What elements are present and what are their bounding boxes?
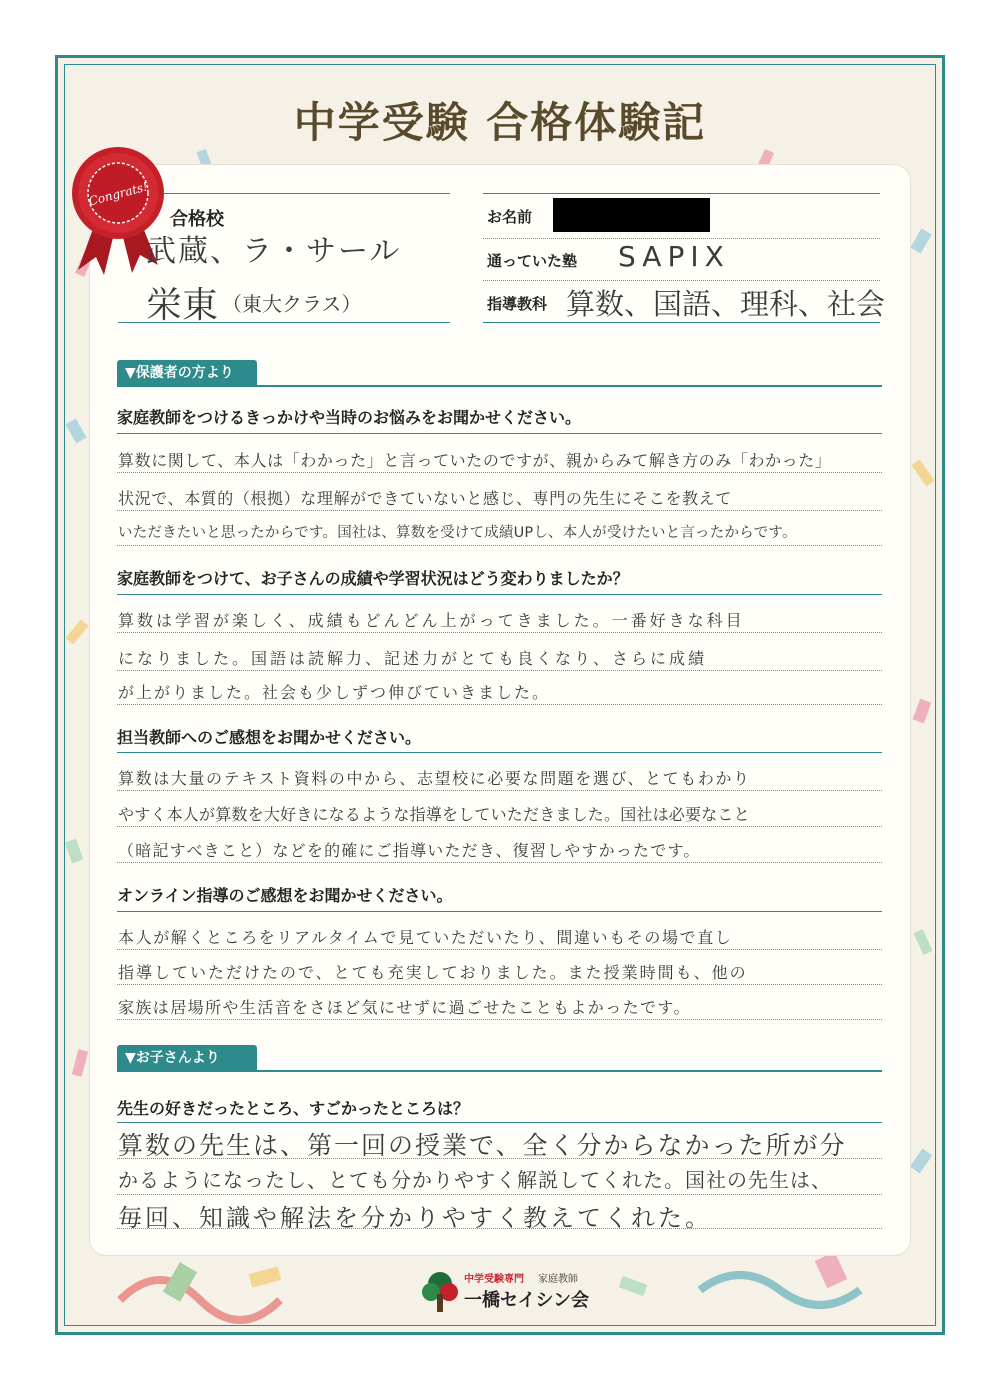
child-a1-rule-2: [117, 1194, 882, 1195]
tree-logo-icon: [420, 1270, 460, 1314]
parent-answer-1-line-1: 算数に関して、本人は「わかった」と言っていたのですが、親からみて解き方のみ「わかった」: [118, 451, 832, 470]
a2-rule-1: [117, 632, 882, 633]
parent-answer-2-line-3: が上がりました。社会も少しずつ伸びていきました。: [118, 683, 551, 702]
parent-answer-1-line-2: 状況で、本質的（根拠）な理解ができていないと感じ、専門の先生にそこを教えて: [118, 489, 732, 508]
footer-brand: 一橋セイシン会: [464, 1290, 590, 1311]
parent-question-2: 家庭教師をつけて、お子さんの成績や学習状況はどう変わりましたか？: [117, 569, 629, 588]
cram-rule: [483, 280, 880, 281]
parent-answer-2-line-1: 算数は学習が楽しく、成績もどんどん上がってきました。一番好きな科目: [118, 611, 745, 630]
parent-answer-3-line-1: 算数は大量のテキスト資料の中から、志望校に必要な問題を選び、とてもわかり: [118, 769, 751, 788]
q2-rule: [117, 594, 882, 595]
child-a1-rule-1: [117, 1158, 882, 1159]
child-a1-rule-3: [117, 1228, 882, 1229]
child-question-1: 先生の好きだったところ、すごかったところは？: [117, 1099, 470, 1118]
parent-answer-4-line-1: 本人が解くところをリアルタイムで見ていただいたり、間違いもその場で直し: [118, 928, 733, 947]
subjects-value: 算数、国語、理科、社会: [566, 287, 886, 321]
cram-value: SAPIX: [618, 240, 730, 273]
subjects-label: 指導教科: [487, 295, 548, 313]
a3-rule-2: [117, 826, 882, 827]
parent-section-bar: [117, 385, 882, 387]
footer-tagline-1: 中学受験専門: [464, 1274, 524, 1285]
child-section-bar: [117, 1070, 882, 1072]
a3-rule-1: [117, 790, 882, 791]
child-q1-rule: [117, 1122, 882, 1123]
parent-answer-3-line-2: やすく本人が算数を大好きになるような指導をしていただきました。国社は必要なこと: [118, 805, 750, 824]
child-answer-1-line-3: 毎回、知識や解法を分かりやすく教えてくれた。: [118, 1204, 712, 1232]
child-answer-1-line-2: かるようになったし、とても分かりやすく解説してくれた。国社の先生は、: [118, 1168, 832, 1192]
school-line1: 武蔵、ラ・サール: [146, 234, 402, 269]
footer-tagline-2: 家庭教師: [538, 1274, 578, 1285]
name-rule: [483, 238, 880, 239]
page-title: 中学受験 合格体験記: [293, 98, 707, 147]
a3-rule-3: [117, 862, 882, 863]
parent-answer-3-line-3: （暗記すべきこと）などを的確にご指導いただき、復習しやすかったです。: [118, 841, 701, 860]
q1-rule: [117, 433, 882, 434]
parent-question-4: オンライン指導のご感想をお聞かせください。: [117, 886, 453, 905]
cram-label: 通っていた塾: [487, 252, 578, 270]
name-label: お名前: [487, 208, 533, 226]
parent-answer-2-line-2: になりました。国語は読解力、記述力がとても良くなり、さらに成績: [118, 649, 708, 668]
school-bottom-rule: [118, 322, 450, 323]
a1-rule-2: [117, 510, 882, 511]
a2-rule-2: [117, 670, 882, 671]
a4-rule-2: [117, 984, 882, 985]
a2-rule-3: [117, 704, 882, 705]
name-redaction: [553, 198, 710, 232]
info-top-rule: [483, 193, 880, 194]
child-answer-1-line-1: 算数の先生は、第一回の授業で、全く分からなかった所が分: [118, 1131, 847, 1160]
a4-rule-3: [117, 1019, 882, 1020]
rosette-text: Congrats!: [87, 179, 150, 209]
parent-answer-4-line-3: 家族は居場所や生活音をさほど気にせずに過ごせたこともよかったです。: [118, 998, 691, 1017]
parent-section-tab: ▼保護者の方より: [117, 360, 257, 386]
child-section-tab: ▼お子さんより: [117, 1045, 257, 1071]
parent-question-1: 家庭教師をつけるきっかけや当時のお悩みをお聞かせください。: [117, 408, 582, 427]
content-card: [90, 165, 910, 1255]
school-line2-main: 栄東: [146, 285, 219, 326]
footer-logo: [420, 1268, 590, 1316]
parent-answer-4-line-2: 指導していただけたので、とても充実しておりました。また授業時間も、他の: [118, 963, 748, 982]
info-bottom-rule: [483, 322, 880, 323]
parent-answer-1-line-3: いただきたいと思ったからです。国社は、算数を受けて成績UPし、本人が受けたいと言ったからです。: [118, 525, 797, 541]
a1-rule-1: [117, 472, 882, 473]
a1-rule-3: [117, 545, 882, 546]
q3-rule: [117, 752, 882, 753]
school-line2-sub: （東大クラス）: [222, 292, 362, 316]
parent-question-3: 担当教師へのご感想をお聞かせください。: [117, 728, 422, 747]
school-top-rule: [163, 193, 450, 194]
q4-rule: [117, 911, 882, 912]
school-label: 合格校: [170, 209, 224, 230]
a4-rule-1: [117, 949, 882, 950]
